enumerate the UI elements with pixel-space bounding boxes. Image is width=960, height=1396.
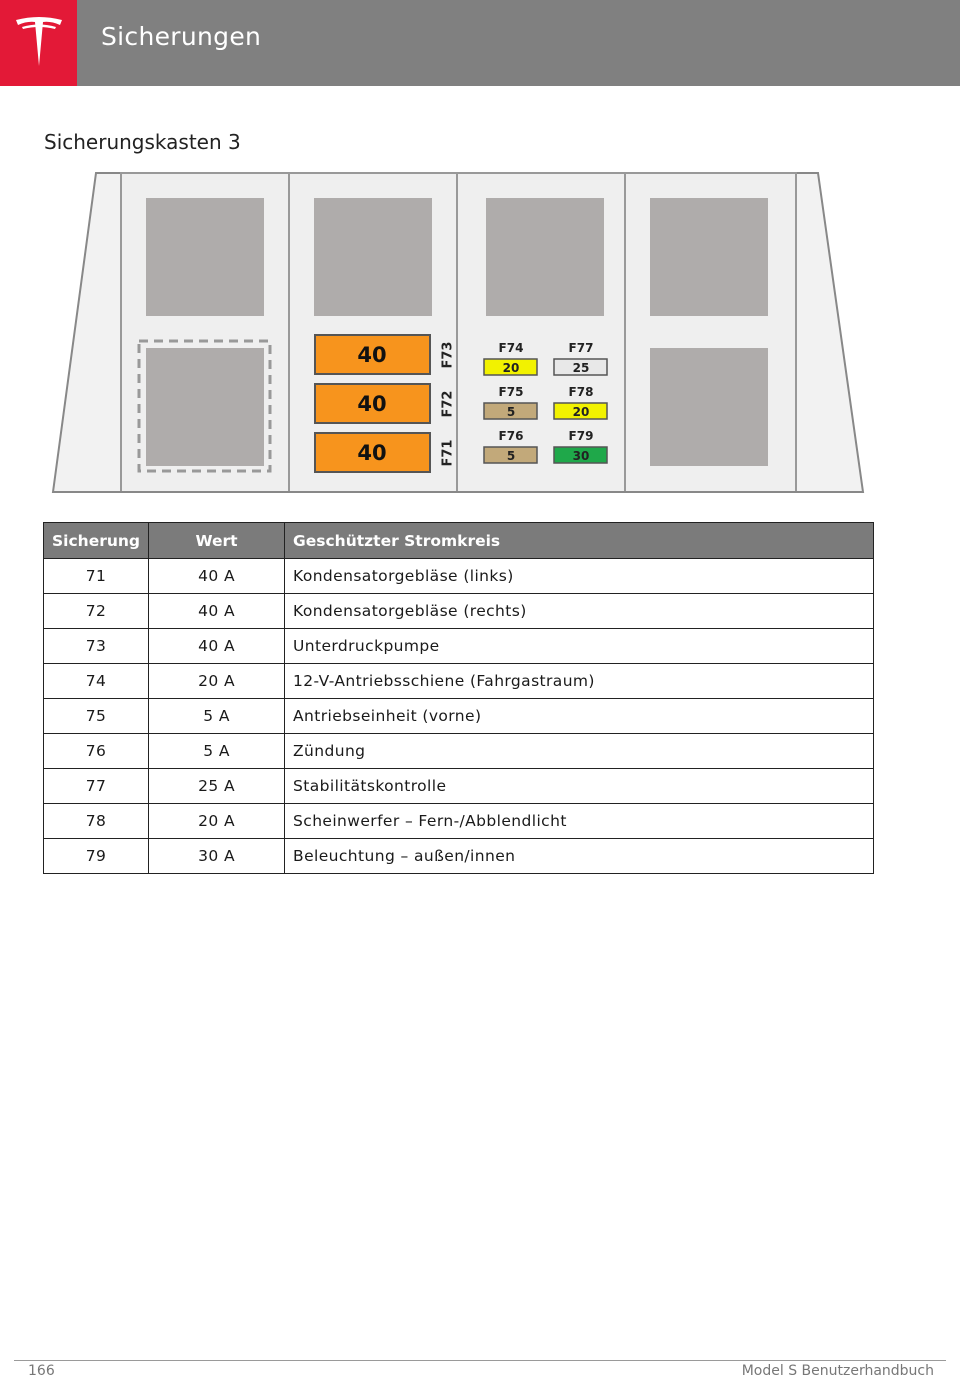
manual-title: Model S Benutzerhandbuch — [741, 1363, 934, 1379]
fuse-number: 73 — [44, 629, 149, 664]
small-fuse-label: F77 — [568, 341, 594, 355]
fuse-circuit: Unterdruckpumpe — [285, 629, 874, 664]
small-fuse-value: 5 — [506, 449, 516, 463]
fuse-number: 76 — [44, 734, 149, 769]
fuse-circuit: 12-V-Antriebsschiene (Fahrgastraum) — [285, 664, 874, 699]
table-header-row — [44, 523, 874, 559]
small-fuse-value: 30 — [572, 449, 590, 463]
section-title: Sicherungskasten 3 — [44, 130, 241, 154]
fuse-rating: 25 A — [149, 769, 285, 804]
fuse-number: 72 — [44, 594, 149, 629]
fuse-number: 75 — [44, 699, 149, 734]
large-fuse-label: F72 — [440, 390, 456, 418]
fuse-rating: 5 A — [149, 734, 285, 769]
relay-block — [146, 198, 264, 316]
fuse-number: 74 — [44, 664, 149, 699]
fuse-box-diagram — [48, 170, 868, 495]
fuse-circuit: Antriebseinheit (vorne) — [285, 699, 874, 734]
relay-block — [650, 198, 768, 316]
table-row — [44, 839, 874, 874]
fuse-circuit: Kondensatorgebläse (links) — [285, 559, 874, 594]
fuse-rating: 40 A — [149, 594, 285, 629]
large-fuse-value: 40 — [357, 441, 387, 465]
fuse-rating: 40 A — [149, 559, 285, 594]
footer-divider — [14, 1360, 946, 1361]
fuse-circuit: Kondensatorgebläse (rechts) — [285, 594, 874, 629]
large-fuse-label: F73 — [440, 341, 456, 369]
logo-box — [0, 0, 77, 86]
table-row — [44, 699, 874, 734]
fuse-circuit: Scheinwerfer – Fern-/Abblendlicht — [285, 804, 874, 839]
fuse-circuit: Stabilitätskontrolle — [285, 769, 874, 804]
fuse-rating: 20 A — [149, 804, 285, 839]
small-fuse-value: 5 — [506, 405, 516, 419]
small-fuse-value: 20 — [502, 361, 520, 375]
header-circuit: Geschützter Stromkreis — [285, 523, 874, 559]
relay-block — [314, 198, 432, 316]
table-row — [44, 664, 874, 699]
fuse-number: 79 — [44, 839, 149, 874]
table-row — [44, 769, 874, 804]
table-row — [44, 734, 874, 769]
large-fuse-value: 40 — [357, 343, 387, 367]
small-fuse-label: F74 — [498, 341, 524, 355]
header-fuse: Sicherung — [44, 523, 149, 559]
fuse-rating: 30 A — [149, 839, 285, 874]
page-header — [0, 0, 960, 86]
table-row — [44, 629, 874, 664]
small-fuse-label: F76 — [498, 429, 524, 443]
header-value: Wert — [149, 523, 285, 559]
small-fuse-value: 20 — [572, 405, 590, 419]
fuse-table — [43, 522, 874, 874]
small-fuse-label: F79 — [568, 429, 594, 443]
page-number: 166 — [28, 1363, 55, 1379]
table-row — [44, 804, 874, 839]
fuse-rating: 20 A — [149, 664, 285, 699]
fuse-circuit: Beleuchtung – außen/innen — [285, 839, 874, 874]
large-fuse-label: F71 — [440, 439, 456, 467]
table-row — [44, 559, 874, 594]
fuse-number: 78 — [44, 804, 149, 839]
fuse-circuit: Zündung — [285, 734, 874, 769]
tesla-logo-icon — [14, 16, 64, 70]
fuse-rating: 5 A — [149, 699, 285, 734]
large-fuse-value: 40 — [357, 392, 387, 416]
small-fuse-label: F75 — [498, 385, 524, 399]
small-fuse-value: 25 — [572, 361, 590, 375]
fuse-number: 77 — [44, 769, 149, 804]
table-row — [44, 594, 874, 629]
fuse-rating: 40 A — [149, 629, 285, 664]
relay-block — [650, 348, 768, 466]
header-title: Sicherungen — [101, 22, 262, 51]
fuse-number: 71 — [44, 559, 149, 594]
small-fuse-label: F78 — [568, 385, 594, 399]
relay-block — [486, 198, 604, 316]
relay-block — [146, 348, 264, 466]
